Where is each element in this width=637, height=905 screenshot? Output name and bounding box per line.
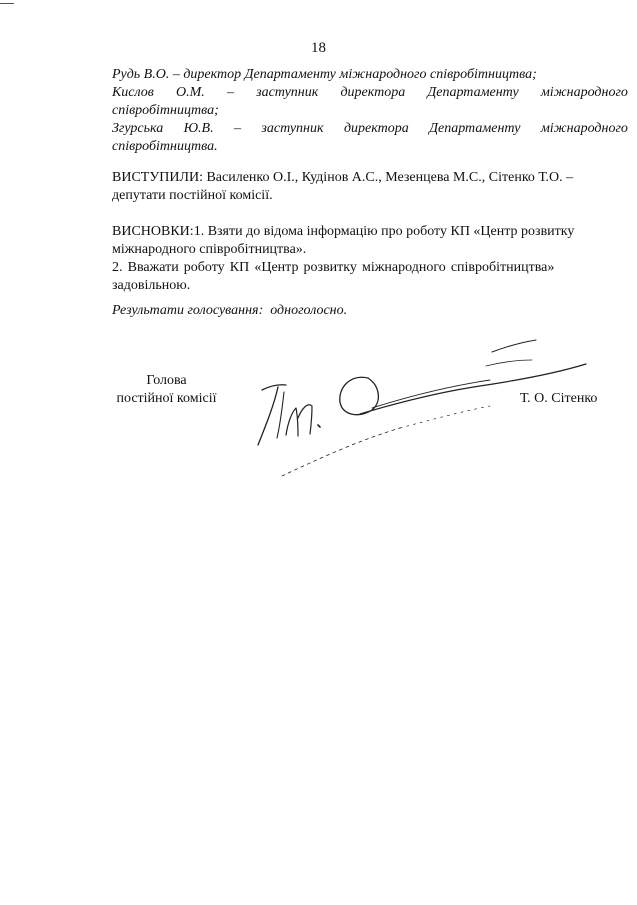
scan-artifact [0, 3, 14, 4]
word: Ю.В. [183, 121, 214, 136]
speakers-names: Василенко О.І., Кудінов А.С., Мезенцева М.С., Сітенко Т.О. – [202, 170, 574, 185]
conclusion-2-line-1: 2. Вважати роботу КП «Центр розвитку міжнародного співробітництва» [112, 260, 555, 275]
speakers-line-2: депутати постійної комісії. [112, 188, 273, 203]
word: Кислов [112, 85, 154, 100]
attendee-rud: Рудь В.О. – директор Департаменту міжнародного співробітництва; [112, 67, 537, 82]
speakers-line-1-text [112, 169, 573, 187]
voting-label: Результати голосування: [112, 303, 264, 318]
attendee-kyslov [112, 84, 628, 102]
word: заступник [261, 121, 324, 136]
conclusions-label: ВИСНОВКИ: [112, 224, 194, 239]
signature-title-line-1: Голова [146, 373, 187, 388]
attendee-kyslov-cont: співробітництва; [112, 103, 219, 118]
signatory-name: Т. О. Сітенко [520, 391, 598, 406]
word: директора [340, 85, 406, 100]
word: Департаменту [427, 85, 519, 100]
word: О.М. [176, 85, 205, 100]
word: директора [343, 121, 409, 136]
conclusion-1-line-1 [112, 223, 628, 241]
word: заступник [256, 85, 319, 100]
word: – [226, 85, 234, 100]
page-number: 18 [311, 40, 326, 56]
speakers-label: ВИСТУПИЛИ: [112, 170, 203, 185]
conclusion-1-line-2: міжнародного співробітництва». [112, 242, 307, 257]
signature-title [104, 372, 229, 408]
word: міжнародного [540, 85, 628, 100]
speakers-section [112, 169, 628, 205]
voting-result: одноголосно. [270, 303, 348, 318]
word: – [234, 121, 242, 136]
signature-title-line-2: постійної комісії [116, 391, 217, 406]
word: Згурська [112, 121, 164, 136]
speakers-line-1 [112, 169, 628, 187]
voting-line [112, 302, 628, 320]
conclusion-2-line-2: задовільною. [112, 278, 191, 293]
voting-section [112, 302, 628, 320]
word: Департаменту [429, 121, 521, 136]
attendees-list [112, 66, 628, 156]
word: міжнародного [540, 121, 628, 136]
conclusions-section [112, 223, 628, 295]
handwritten-signature [240, 330, 600, 490]
attendee-zhurska [112, 120, 628, 138]
attendee-zhurska-cont: співробітництва. [112, 139, 218, 154]
conclusion-1-text: 1. Взяти до відома інформацію про роботу КП «Центр розвитку [193, 224, 575, 239]
